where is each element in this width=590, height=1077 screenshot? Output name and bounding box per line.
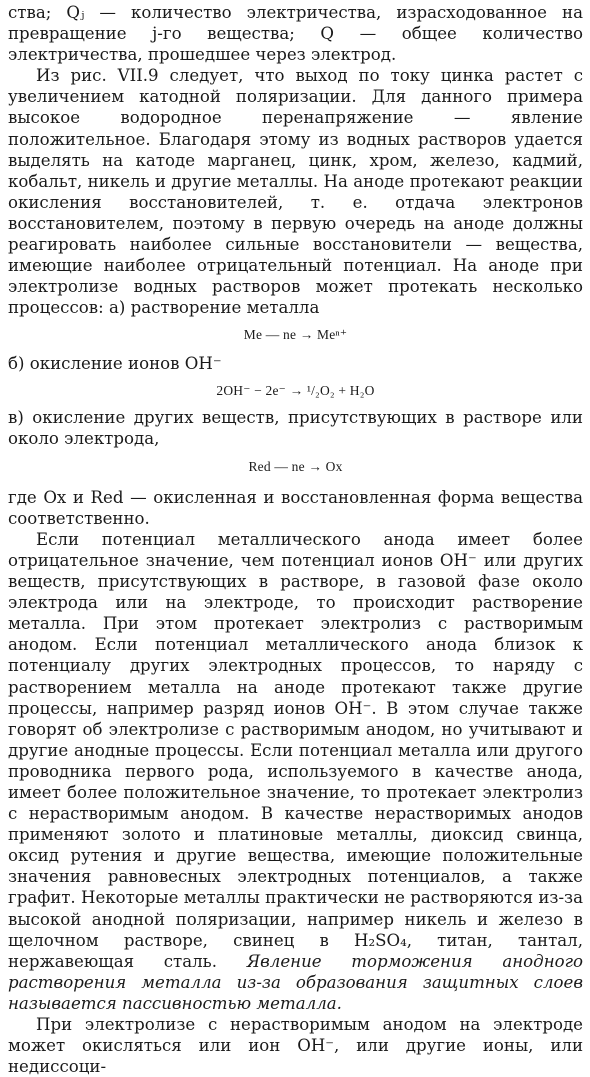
paragraph-oh-oxidation: б) окисление ионов OH⁻: [8, 354, 222, 374]
paragraph-anode-reactions: Из рис. VII.9 следует, что выход по току цинка растет с увеличением катодной поляризации. Для данного примера высокое водородное перенапряжение — явление положительное. Благодаря этому из водных растворов удается выделять на катоде марганец, цинк, хром, железо, кадмий, кобальт, никель и другие металлы. На аноде протекают реакции окисления восстановителей, т. е. отдача электронов восстановителем, поэтому в первую очередь на аноде должны реагировать наиболее сильные восстановители — вещества, имеющие наиболее отрицательный потенциал. На аноде при электролизе водных растворов может протекать несколько процессов: а) растворение металла: [8, 66, 583, 318]
passivity-definition: Явление торможения анодного растворения металла из-за образования защитных слоев называется пассивностью металла.: [8, 951, 583, 1013]
paragraph-other-oxidation: в) окисление других веществ, присутствующих в растворе или около электрода,: [8, 407, 583, 448]
paragraph-continuation: ства; Qⱼ — количество электричества, израсходованное на превращение j-го вещества; Q — общее количество электричества, прошедшее через электрод.: [8, 3, 583, 65]
paragraph-soluble-insoluble-anode: [8, 529, 583, 1014]
paragraph-ox-red-definition: где Ox и Red — окисленная и восстановленная форма вещества соответственно.: [8, 487, 583, 528]
formula-red-ox: Red — ne → Ox: [248, 458, 343, 474]
paragraph-main-text: Если потенциал металлического анода имеет более отрицательное значение, чем потенциал ионов OH⁻ или других веществ, присутствующих в растворе, в газовой фазе около электрода или на электроде, то происходит растворение металла. При этом протекает электролиз с растворимым анодом. Если потенциал металлического анода близок к потенциалу других электродных процессов, то наряду с растворением металла на аноде протекают также другие процессы, например разряд ионов OH⁻. В этом случае также говорят об электролизе с растворимым анодом, но учитывают и другие анодные процессы. Если потенциал металла или другого проводника первого рода, используемого в качестве анода, имеет более положительное значение, то протекает электролиз с нерастворимым анодом. В качестве нерастворимых анодов применяют золото и платиновые металлы, диоксид свинца, оксид рутения и другие вещества, имеющие положительные значения равновесных электродных потенциалов, а также графит. Некоторые металлы практически не растворяются из-за высокой анодной поляризации, например никель и железо в щелочном растворе, свинец в H₂SO₄, титан, тантал, нержавеющая сталь.: [8, 529, 583, 971]
formula-metal-dissolution: Me — ne → Meⁿ⁺: [243, 327, 348, 343]
formula-oh-oxidation: 2OH⁻ − 2e⁻ → ¹/₂O₂ + H₂O: [216, 382, 375, 398]
paragraph-insoluble-anode-electrolysis: При электролизе с нерастворимым анодом на электроде может окисляться или ион OH⁻, или другие ионы, или недиссоци-: [8, 1015, 583, 1077]
